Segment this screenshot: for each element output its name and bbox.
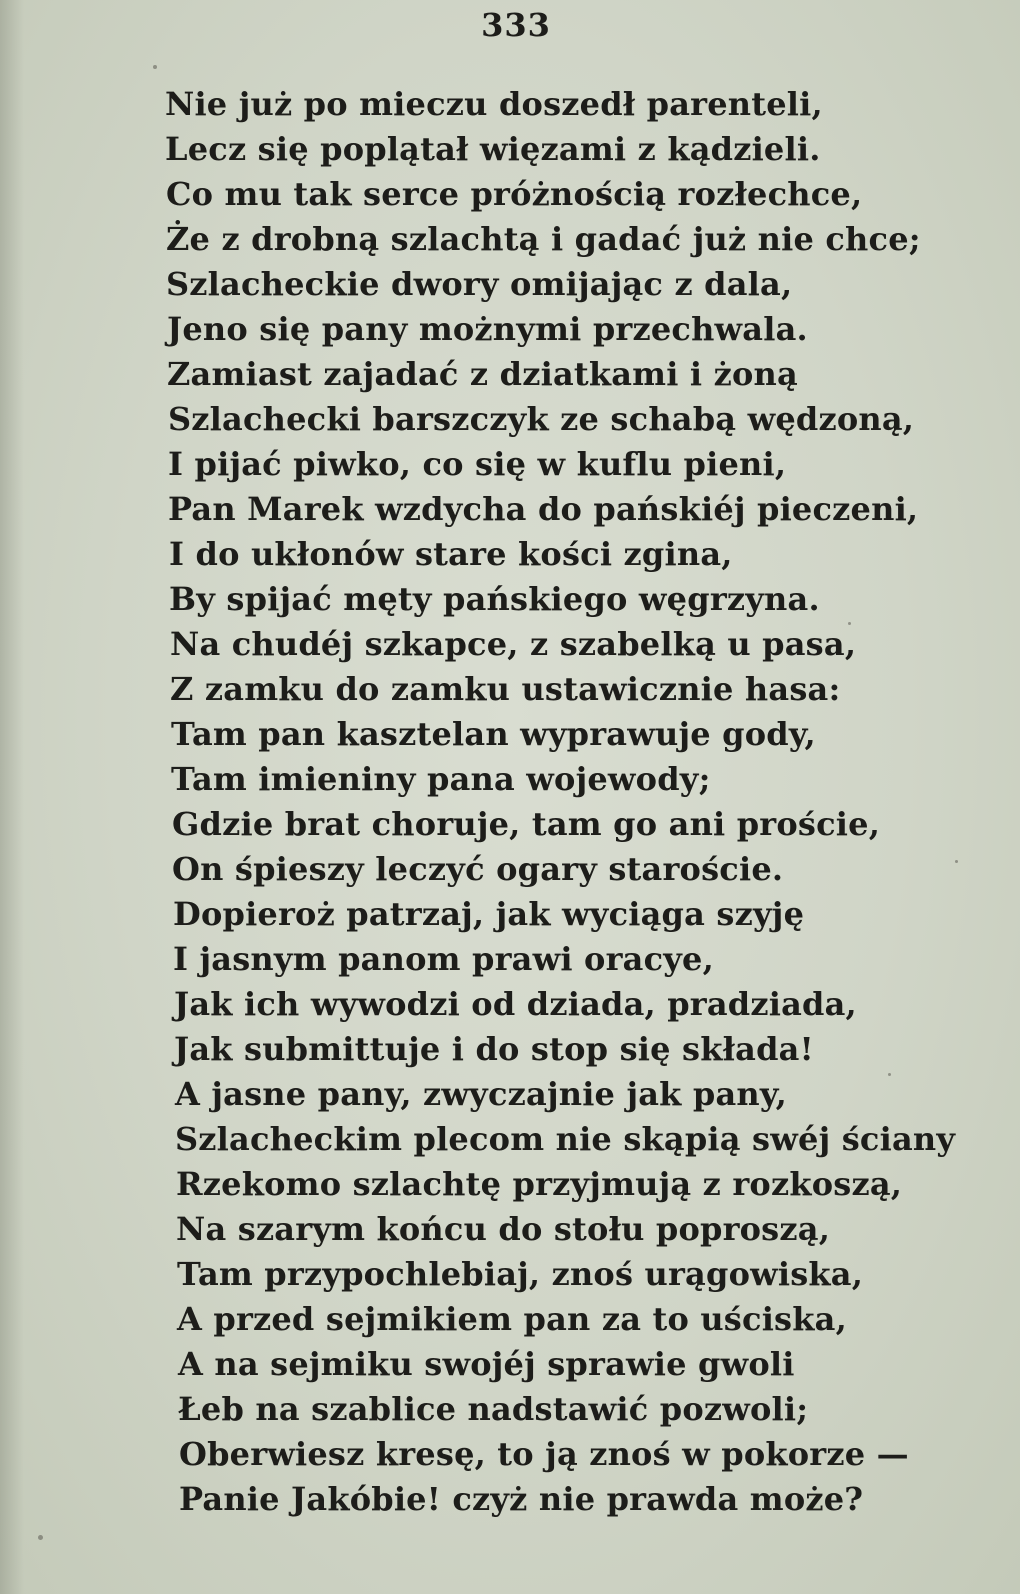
poem-line: Z zamku do zamku ustawicznie hasa: bbox=[170, 670, 841, 708]
poem-line: Dopieroż patrzaj, jak wyciąga szyję bbox=[173, 895, 805, 933]
paper-speck bbox=[38, 1535, 43, 1540]
poem-line: Na szarym końcu do stołu poproszą, bbox=[176, 1210, 831, 1248]
poem-line: Rzekomo szlachtę przyjmują z rozkoszą, bbox=[176, 1165, 903, 1203]
paper-speck bbox=[153, 65, 157, 69]
poem-line: Jeno się pany możnymi przechwala. bbox=[167, 310, 808, 348]
paper-speck bbox=[955, 860, 958, 863]
poem-line: Tam pan kasztelan wyprawuje gody, bbox=[171, 715, 816, 753]
page-number: 333 bbox=[481, 6, 551, 44]
poem-line: On śpieszy leczyć ogary staroście. bbox=[172, 850, 784, 888]
poem-line: Szlacheckie dwory omijając z dala, bbox=[166, 265, 793, 303]
poem-line: Lecz się poplątał więzami z kądzieli. bbox=[165, 130, 821, 168]
poem-line: Tam imieniny pana wojewody; bbox=[171, 760, 711, 798]
poem-line: By spijać męty pańskiego węgrzyna. bbox=[169, 580, 820, 618]
poem-line: Oberwiesz kresę, to ją znoś w pokorze — bbox=[179, 1435, 909, 1473]
poem-line: I jasnym panom prawi oracye, bbox=[173, 940, 714, 978]
poem-line: A przed sejmikiem pan za to uściska, bbox=[177, 1300, 847, 1338]
poem-line: Nie już po mieczu doszedł parenteli, bbox=[165, 85, 823, 123]
poem-line: Gdzie brat choruje, tam go ani proście, bbox=[172, 805, 881, 843]
poem-line: Panie Jakóbie! czyż nie prawda może? bbox=[179, 1480, 864, 1518]
poem-text bbox=[0, 82, 1020, 1522]
poem-line: I pijać piwko, co się w kuflu pieni, bbox=[168, 445, 787, 483]
poem-line: Co mu tak serce próżnością rozłechce, bbox=[166, 175, 863, 213]
poem-line: Szlacheckim plecom nie skąpią swéj ściany bbox=[175, 1120, 956, 1158]
poem-line: Pan Marek wzdycha do pańskiéj pieczeni, bbox=[168, 490, 919, 528]
poem-line: A jasne pany, zwyczajnie jak pany, bbox=[175, 1075, 787, 1113]
paper-speck bbox=[848, 622, 851, 625]
poem-line: I do ukłonów stare kości zgina, bbox=[169, 535, 733, 573]
poem-line: Na chudéj szkapce, z szabelką u pasa, bbox=[170, 625, 857, 663]
poem-line: Zamiast zajadać z dziatkami i żoną bbox=[167, 355, 798, 393]
poem-line: Łeb na szablice nadstawić pozwoli; bbox=[178, 1390, 809, 1428]
paper-speck bbox=[888, 1073, 891, 1076]
poem-line: A na sejmiku swojéj sprawie gwoli bbox=[178, 1345, 795, 1383]
poem-line: Jak ich wywodzi od dziada, pradziada, bbox=[174, 985, 857, 1023]
poem-line: Szlachecki barszczyk ze schabą wędzoną, bbox=[168, 400, 915, 438]
poem-line: Że z drobną szlachtą i gadać już nie chce; bbox=[166, 220, 921, 258]
poem-line: Jak submittuje i do stop się składa! bbox=[174, 1030, 814, 1068]
poem-line: Tam przypochlebiaj, znoś urągowiska, bbox=[177, 1255, 864, 1293]
